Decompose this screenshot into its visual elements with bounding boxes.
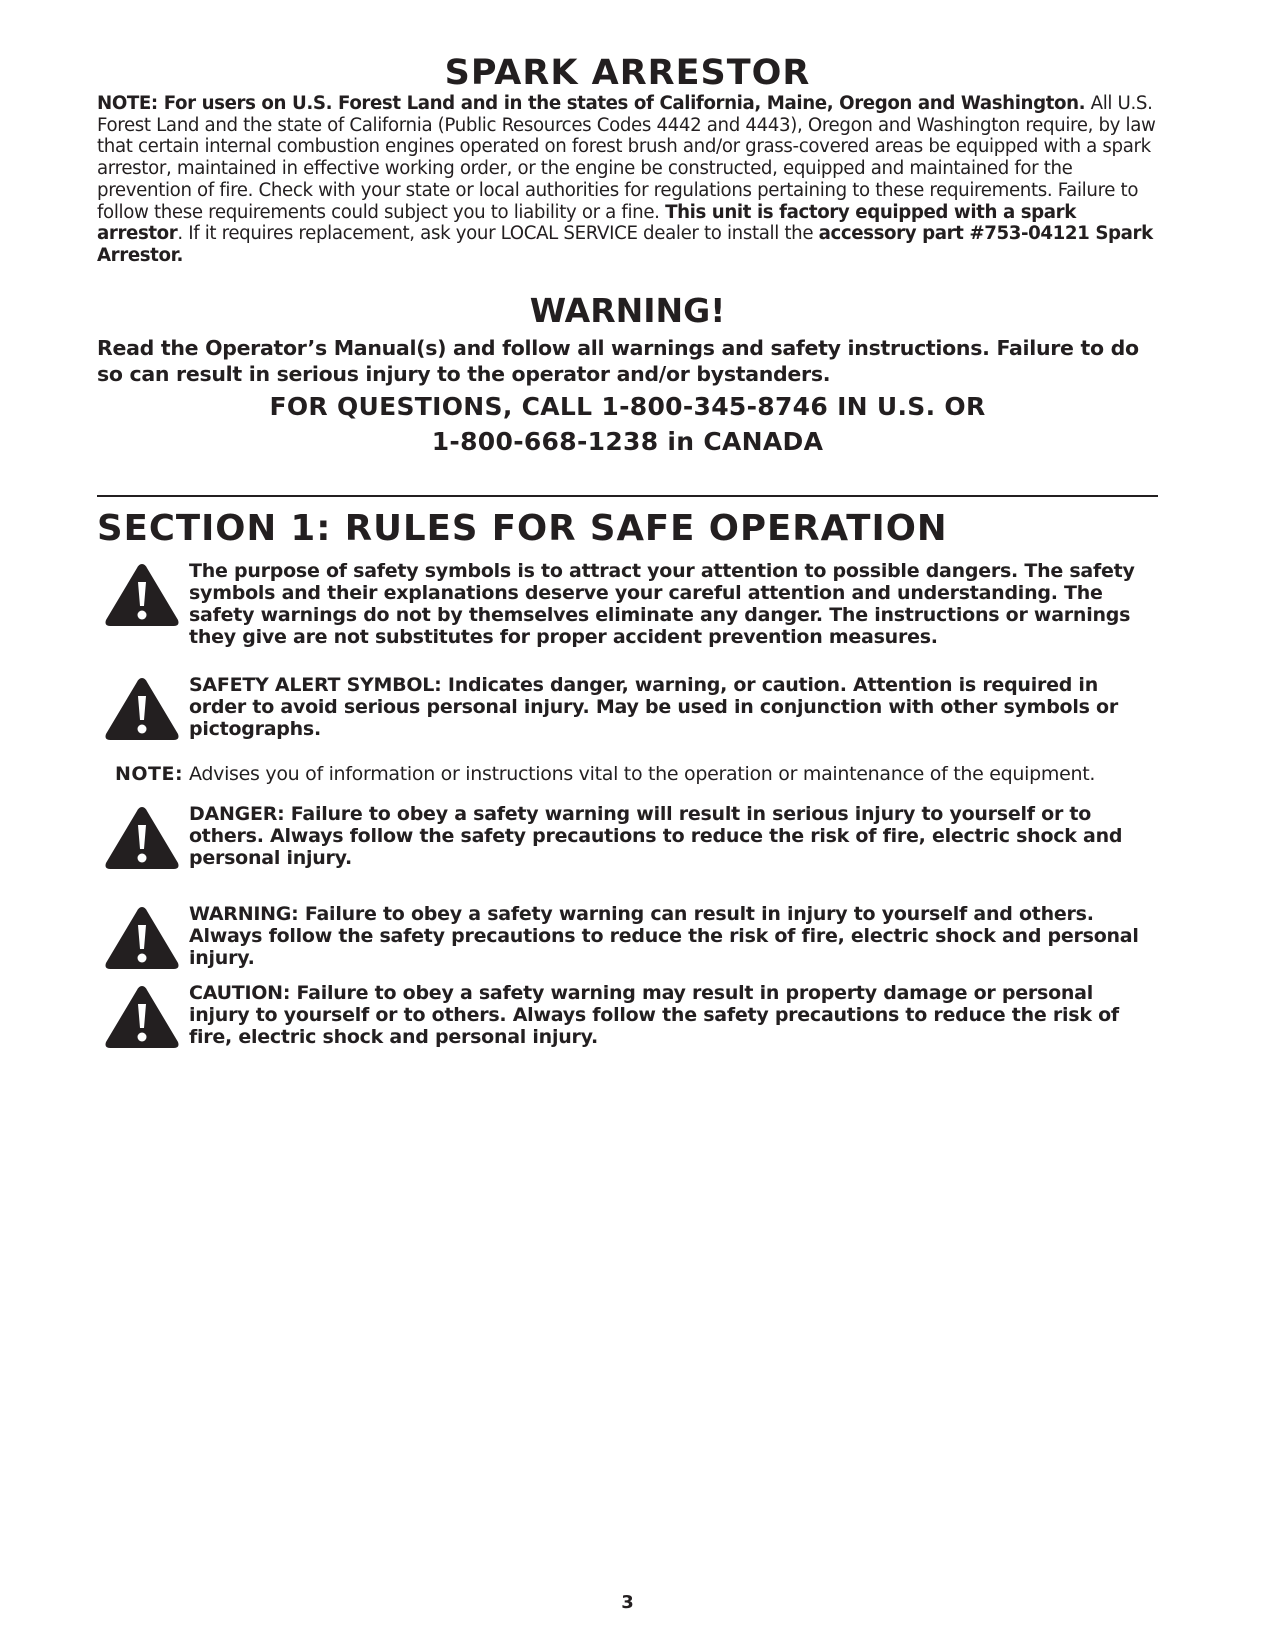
- section-title: SECTION 1: RULES FOR SAFE OPERATION: [97, 508, 948, 549]
- section-divider: [97, 495, 1158, 497]
- spark-note-bold: NOTE: For users on U.S. Forest Land and in the states of California, Maine, Oregon and Washington.: [97, 93, 1086, 114]
- warning-triangle-icon: [103, 560, 181, 630]
- questions-phone-block: [97, 389, 1158, 459]
- warning-text: Read the Operator’s Manual(s) and follow all warnings and safety instructions. Failure to do so can result in serious injury to the operator and/or bystanders.: [97, 336, 1139, 386]
- spark-arrestor-title: SPARK ARRESTOR: [444, 53, 811, 93]
- questions-us-line: FOR QUESTIONS, CALL 1-800-345-8746 IN U.S. OR: [269, 392, 986, 421]
- warning-triangle-icon: [103, 982, 181, 1052]
- danger-text: DANGER: Failure to obey a safety warning will result in serious injury to yourself or to others. Always follow the safety precautions to reduce the risk of fire, electric shock and personal injury.: [189, 803, 1123, 869]
- questions-canada-line: 1-800-668-1238 in CANADA: [431, 427, 824, 456]
- warning-triangle-icon: [103, 674, 181, 744]
- warning-triangle-icon: [103, 803, 181, 873]
- caution-text: CAUTION: Failure to obey a safety warning may result in property damage or personal injury to yourself or to others. Always follow the safety precautions to reduce the risk of fire, electric shock and personal injury.: [189, 982, 1119, 1048]
- note-label: NOTE:: [115, 763, 184, 785]
- warning-title: WARNING!: [529, 291, 726, 330]
- warning-item-text: WARNING: Failure to obey a safety warning can result in injury to yourself and others. Always follow the safety precautions to reduce the risk of fire, electric shock and personal injury.: [189, 903, 1139, 969]
- safety-alert-text: SAFETY ALERT SYMBOL: Indicates danger, warning, or caution. Attention is required in order to avoid serious personal injury. May be used in conjunction with other symbols or pictographs.: [189, 674, 1118, 740]
- accessory-part-text: accessory part #753-04121 Spark Arrestor.: [97, 223, 1153, 266]
- factory-equipped-text: This unit is factory equipped with a spark arrestor: [97, 201, 1076, 245]
- safety-symbols-text: The purpose of safety symbols is to attract your attention to possible dangers. The safety symbols and their explanations deserve your careful attention and understanding. The safety warnings do not by themselves eliminate any danger. The instructions or warnings they give are not substitutes for proper accident prevention measures.: [189, 560, 1135, 648]
- note-text: Advises you of information or instructions vital to the operation or maintenance of the equipment.: [189, 763, 1096, 785]
- spark-arrestor-paragraph: [97, 93, 1158, 267]
- replacement-text: . If it requires replacement, ask your LOCAL SERVICE dealer to install the: [177, 223, 819, 245]
- page-number: 3: [621, 1592, 634, 1613]
- spark-note-body: All U.S. Forest Land and the state of California (Public Resources Codes 4442 and 4443), Oregon and Washington require, by law that certain internal combustion engines operated on forest brush and/or grass-covered areas be equipped with a spark arrestor, maintained in effective working order, or the engine be constructed, equipped and maintained for the prevention of fire. Check with your state or local authorities for regulations pertaining to these requirements. Failure to follow these requirements could subject you to liability or a fine.: [97, 93, 1156, 223]
- warning-triangle-icon: [103, 903, 181, 973]
- note-item: [97, 763, 1158, 787]
